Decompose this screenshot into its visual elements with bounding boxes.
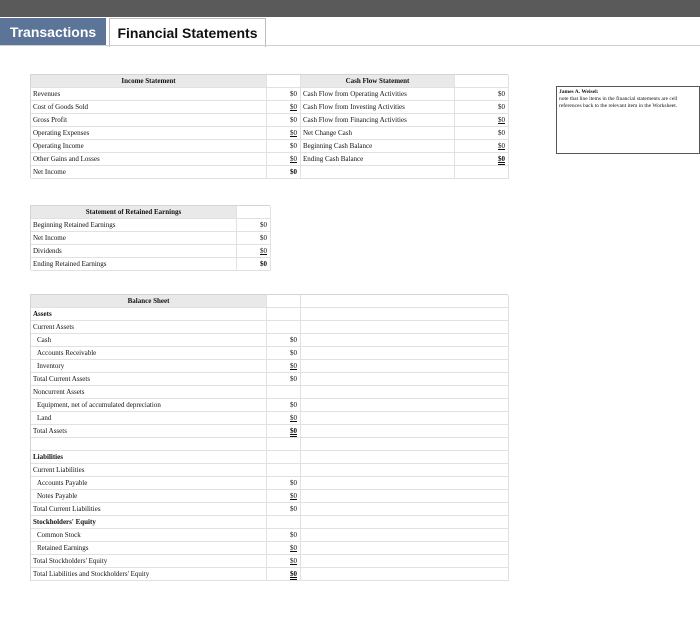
table-row (31, 386, 509, 399)
bs-current-liabilities-label[interactable]: Current Liabilities (31, 464, 267, 476)
bs-cash-value[interactable]: $0 (267, 334, 301, 346)
re-net-income-value[interactable]: $0 (237, 232, 271, 244)
table-row (31, 334, 509, 347)
cf-financing-label[interactable]: Cash Flow from Financing Activities (301, 114, 455, 126)
income-operating-income-value[interactable]: $0 (267, 140, 301, 152)
income-revenues-label[interactable]: Revenues (31, 88, 267, 100)
table-row (31, 477, 509, 490)
income-opex-label[interactable]: Operating Expenses (31, 127, 267, 139)
income-cashflow-grid (30, 74, 508, 178)
cell-comment-note (556, 86, 700, 154)
re-beginning-value[interactable]: $0 (237, 219, 271, 231)
table-row (31, 360, 509, 373)
table-row (31, 127, 509, 140)
table-row (31, 555, 509, 568)
bs-liabilities-heading[interactable]: Liabilities (31, 451, 267, 463)
table-row (31, 464, 509, 477)
cf-ending-cash-label[interactable]: Ending Cash Balance (301, 153, 455, 165)
table-row (31, 399, 509, 412)
bs-land-label[interactable]: Land (31, 412, 267, 424)
comment-text: note that line items in the financial statements are cell references back to the relevant item in the Worksheet. (559, 96, 678, 109)
table-row (31, 490, 509, 503)
table-row (31, 245, 271, 258)
tab-financial-statements[interactable]: Financial Statements (109, 18, 266, 47)
income-operating-income-label[interactable]: Operating Income (31, 140, 267, 152)
tab-bar-divider (0, 45, 700, 46)
table-row (31, 166, 509, 179)
bs-total-current-assets-value[interactable]: $0 (267, 373, 301, 385)
statement-header-row (31, 206, 271, 219)
retained-earnings-title: Statement of Retained Earnings (31, 206, 237, 218)
table-row (31, 503, 509, 516)
bs-inventory-value[interactable]: $0 (267, 360, 301, 372)
table-row (31, 153, 509, 166)
table-row (31, 308, 509, 321)
bs-stockholders-equity-heading[interactable]: Stockholders' Equity (31, 516, 267, 528)
table-row (31, 529, 509, 542)
table-row (31, 568, 509, 581)
table-row (31, 516, 509, 529)
bs-total-assets-value[interactable]: $0 (267, 425, 301, 437)
bs-equipment-label[interactable]: Equipment, net of accumulated depreciation (31, 399, 267, 411)
table-row (31, 258, 271, 271)
cf-ending-cash-value[interactable]: $0 (455, 153, 509, 165)
bs-total-liabilities-equity-label[interactable]: Total Liabilities and Stockholders' Equity (31, 568, 267, 580)
table-row (31, 451, 509, 464)
bs-assets-heading[interactable]: Assets (31, 308, 267, 320)
table-row (31, 425, 509, 438)
table-row (31, 542, 509, 555)
bs-retained-earnings-label[interactable]: Retained Earnings (31, 542, 267, 554)
bs-land-value[interactable]: $0 (267, 412, 301, 424)
comment-author: James A. Weisel: (559, 89, 599, 95)
bs-total-liabilities-equity-value[interactable]: $0 (267, 568, 301, 580)
income-other-gains-value[interactable]: $0 (267, 153, 301, 165)
cf-beginning-cash-value[interactable]: $0 (455, 140, 509, 152)
statement-header-row (31, 75, 509, 88)
income-other-gains-label[interactable]: Other Gains and Losses (31, 153, 267, 165)
income-revenues-value[interactable]: $0 (267, 88, 301, 100)
bs-notes-payable-value[interactable]: $0 (267, 490, 301, 502)
bs-equipment-value[interactable]: $0 (267, 399, 301, 411)
re-dividends-label[interactable]: Dividends (31, 245, 237, 257)
bs-total-current-liabilities-value[interactable]: $0 (267, 503, 301, 515)
table-row (31, 321, 509, 334)
sheet-tab-bar (0, 17, 700, 46)
table-row (31, 373, 509, 386)
retained-earnings-grid (30, 205, 270, 270)
cf-net-change-value[interactable]: $0 (455, 127, 509, 139)
bs-inventory-label[interactable]: Inventory (31, 360, 267, 372)
bs-accounts-receivable-label[interactable]: Accounts Receivable (31, 347, 267, 359)
cf-financing-value[interactable]: $0 (455, 114, 509, 126)
income-cogs-value[interactable]: $0 (267, 101, 301, 113)
bs-accounts-payable-value[interactable]: $0 (267, 477, 301, 489)
table-row (31, 114, 509, 127)
bs-total-current-assets-label[interactable]: Total Current Assets (31, 373, 267, 385)
table-row (31, 219, 271, 232)
cf-net-change-label[interactable]: Net Change Cash (301, 127, 455, 139)
balance-sheet-grid (30, 294, 508, 581)
re-net-income-label[interactable]: Net Income (31, 232, 237, 244)
bs-noncurrent-assets-label[interactable]: Noncurrent Assets (31, 386, 267, 398)
table-row (31, 101, 509, 114)
table-row (31, 412, 509, 425)
balance-sheet-title: Balance Sheet (31, 295, 267, 307)
income-gross-profit-label[interactable]: Gross Profit (31, 114, 267, 126)
re-ending-label[interactable]: Ending Retained Earnings (31, 258, 237, 270)
table-row (31, 232, 271, 245)
cf-operating-label[interactable]: Cash Flow from Operating Activities (301, 88, 455, 100)
re-ending-value[interactable]: $0 (237, 258, 271, 270)
bs-total-assets-label[interactable]: Total Assets (31, 425, 267, 437)
bs-retained-earnings-value[interactable]: $0 (267, 542, 301, 554)
income-cogs-label[interactable]: Cost of Goods Sold (31, 101, 267, 113)
income-statement-title: Income Statement (31, 75, 267, 87)
tab-transactions[interactable]: Transactions (0, 18, 106, 46)
bs-total-current-liabilities-label[interactable]: Total Current Liabilities (31, 503, 267, 515)
cash-flow-statement-title: Cash Flow Statement (301, 75, 455, 87)
cf-investing-value[interactable]: $0 (455, 101, 509, 113)
bs-accounts-payable-label[interactable]: Accounts Payable (31, 477, 267, 489)
window-top-bar (0, 0, 700, 17)
bs-total-stockholders-equity-value[interactable]: $0 (267, 555, 301, 567)
bs-notes-payable-label[interactable]: Notes Payable (31, 490, 267, 502)
bs-total-stockholders-equity-label[interactable]: Total Stockholders' Equity (31, 555, 267, 567)
statement-header-row (31, 295, 509, 308)
cf-beginning-cash-label[interactable]: Beginning Cash Balance (301, 140, 455, 152)
re-beginning-label[interactable]: Beginning Retained Earnings (31, 219, 237, 231)
re-dividends-value[interactable]: $0 (237, 245, 271, 257)
income-net-income-label[interactable]: Net Income (31, 166, 267, 178)
table-row (31, 347, 509, 360)
bs-accounts-receivable-value[interactable]: $0 (267, 347, 301, 359)
bs-cash-label[interactable]: Cash (31, 334, 267, 346)
cf-investing-label[interactable]: Cash Flow from Investing Activities (301, 101, 455, 113)
table-row (31, 140, 509, 153)
bs-common-stock-value[interactable]: $0 (267, 529, 301, 541)
income-gross-profit-value[interactable]: $0 (267, 114, 301, 126)
income-net-income-value[interactable]: $0 (267, 166, 301, 178)
bs-current-assets-label[interactable]: Current Assets (31, 321, 267, 333)
cf-operating-value[interactable]: $0 (455, 88, 509, 100)
table-row (31, 88, 509, 101)
table-row (31, 438, 509, 451)
bs-common-stock-label[interactable]: Common Stock (31, 529, 267, 541)
income-opex-value[interactable]: $0 (267, 127, 301, 139)
